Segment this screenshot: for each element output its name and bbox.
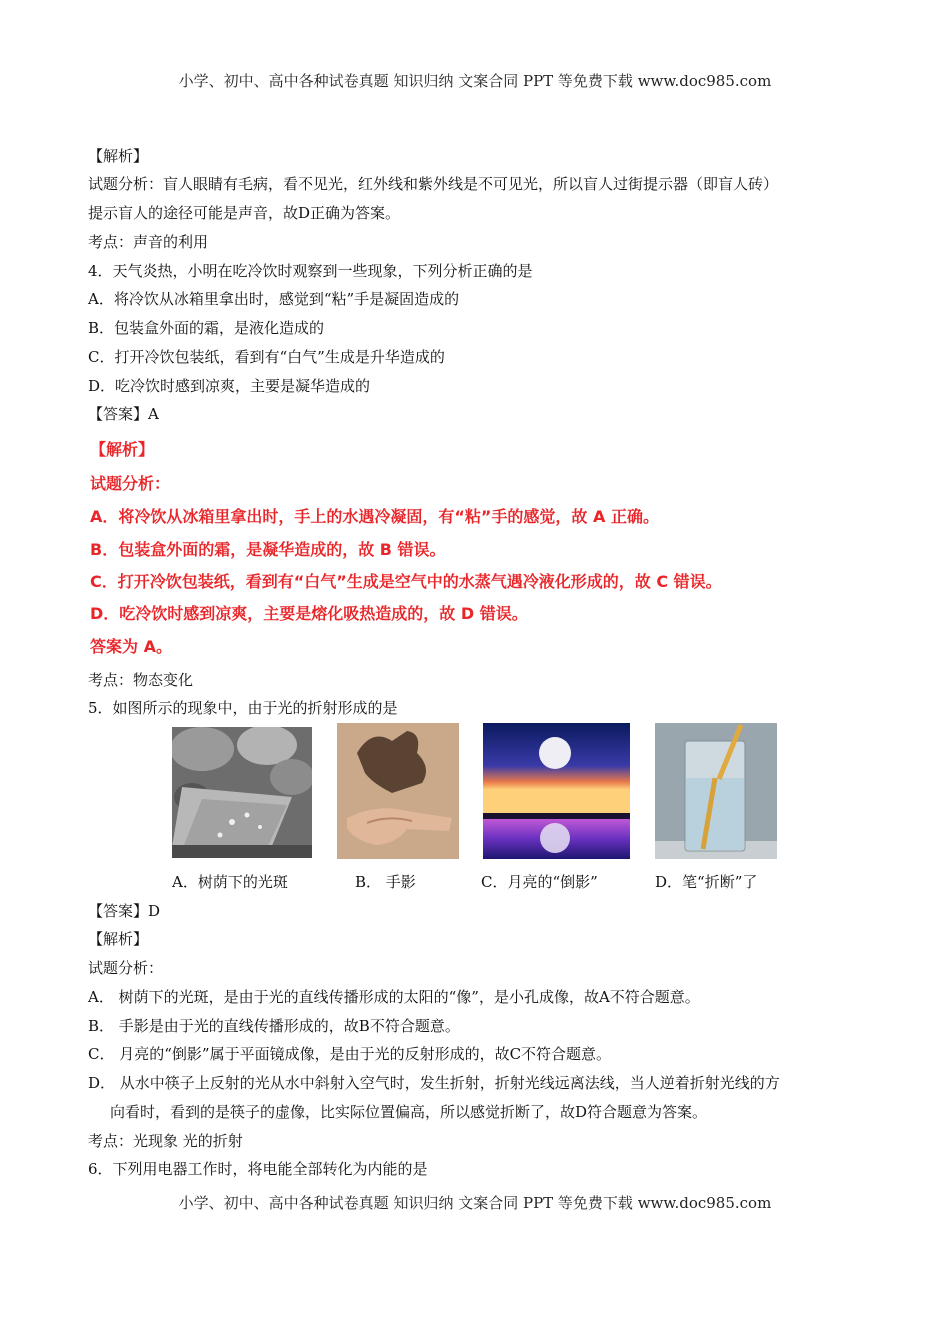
- q5-analysis-title: 【解析】: [88, 930, 149, 948]
- picture-moon-reflection: [483, 723, 630, 859]
- q4-option-d: D．吃冷饮时感到凉爽，主要是凝华造成的: [88, 377, 371, 395]
- q4-red-answer: 答案为 A。: [90, 637, 172, 656]
- q4-red-d: D．吃冷饮时感到凉爽，主要是熔化吸热造成的，故 D 错误。: [90, 604, 528, 623]
- q4-red-a: A．将冷饮从冰箱里拿出时，手上的水遇冷凝固，有“粘”手的感觉，故 A 正确。: [90, 507, 659, 526]
- q5-analysis-b: B． 手影是由于光的直线传播形成的，故B不符合题意。: [88, 1017, 460, 1035]
- q4-option-b: B．包装盒外面的霜，是液化造成的: [88, 319, 325, 337]
- q3-point: 考点：声音的利用: [88, 233, 209, 251]
- q4-option-c: C．打开冷饮包装纸，看到有“白气”生成是升华造成的: [88, 348, 445, 366]
- picture-hand-shadow: [337, 723, 459, 859]
- q5-point: 考点：光现象 光的折射: [88, 1132, 243, 1150]
- picture-light-spots: [172, 727, 312, 858]
- picture-pencil-in-glass: [655, 723, 777, 859]
- q5-analysis-a: A． 树荫下的光斑，是由于光的直线传播形成的太阳的“像”，是小孔成像，故A不符合题意。: [88, 988, 700, 1006]
- caption-b: B． 手影: [355, 873, 416, 891]
- q5-analysis-d-1: D． 从水中筷子上反射的光从水中斜射入空气时，发生折射，折射光线远离法线，当人逆着折射光线的方: [88, 1074, 780, 1092]
- q3-analysis-line-1: 试题分析：盲人眼睛有毛病，看不见光，红外线和紫外线是不可见光，所以盲人过街提示器（即盲人砖）: [88, 175, 779, 193]
- q4-red-b: B．包装盒外面的霜，是凝华造成的，故 B 错误。: [90, 540, 446, 559]
- q4-stem: 4．天气炎热，小明在吃冷饮时观察到一些现象，下列分析正确的是: [88, 262, 533, 280]
- caption-c: C．月亮的“倒影”: [481, 873, 598, 891]
- caption-a: A．树荫下的光斑: [172, 873, 288, 891]
- q4-red-c: C．打开冷饮包装纸，看到有“白气”生成是空气中的水蒸气遇冷液化形成的，故 C 错误。: [90, 572, 722, 591]
- page-footer: 小学、初中、高中各种试卷真题 知识归纳 文案合同 PPT 等免费下载 www.doc985.com: [178, 1194, 772, 1212]
- q4-red-sub: 试题分析：: [90, 474, 171, 493]
- q6-stem: 6．下列用电器工作时，将电能全部转化为内能的是: [88, 1160, 428, 1178]
- caption-d: D．笔“折断”了: [655, 873, 758, 891]
- q5-analysis-sub: 试题分析：: [88, 959, 164, 977]
- q4-answer: 【答案】A: [88, 405, 159, 423]
- q4-red-title: 【解析】: [90, 440, 155, 459]
- q5-analysis-c: C． 月亮的“倒影”属于平面镜成像，是由于光的反射形成的，故C不符合题意。: [88, 1045, 612, 1063]
- q5-stem: 5．如图所示的现象中，由于光的折射形成的是: [88, 699, 398, 717]
- q3-analysis-line-2: 提示盲人的途径可能是声音，故D正确为答案。: [88, 204, 401, 222]
- page-header: 小学、初中、高中各种试卷真题 知识归纳 文案合同 PPT 等免费下载 www.doc985.com: [178, 72, 772, 90]
- q5-answer: 【答案】D: [88, 902, 161, 920]
- q4-option-a: A．将冷饮从冰箱里拿出时，感觉到“粘”手是凝固造成的: [88, 290, 460, 308]
- q4-point: 考点：物态变化: [88, 671, 194, 689]
- q5-analysis-d-2: 向看时，看到的是筷子的虚像，比实际位置偏高，所以感觉折断了，故D符合题意为答案。: [110, 1103, 708, 1121]
- q3-analysis-title: 【解析】: [88, 147, 149, 165]
